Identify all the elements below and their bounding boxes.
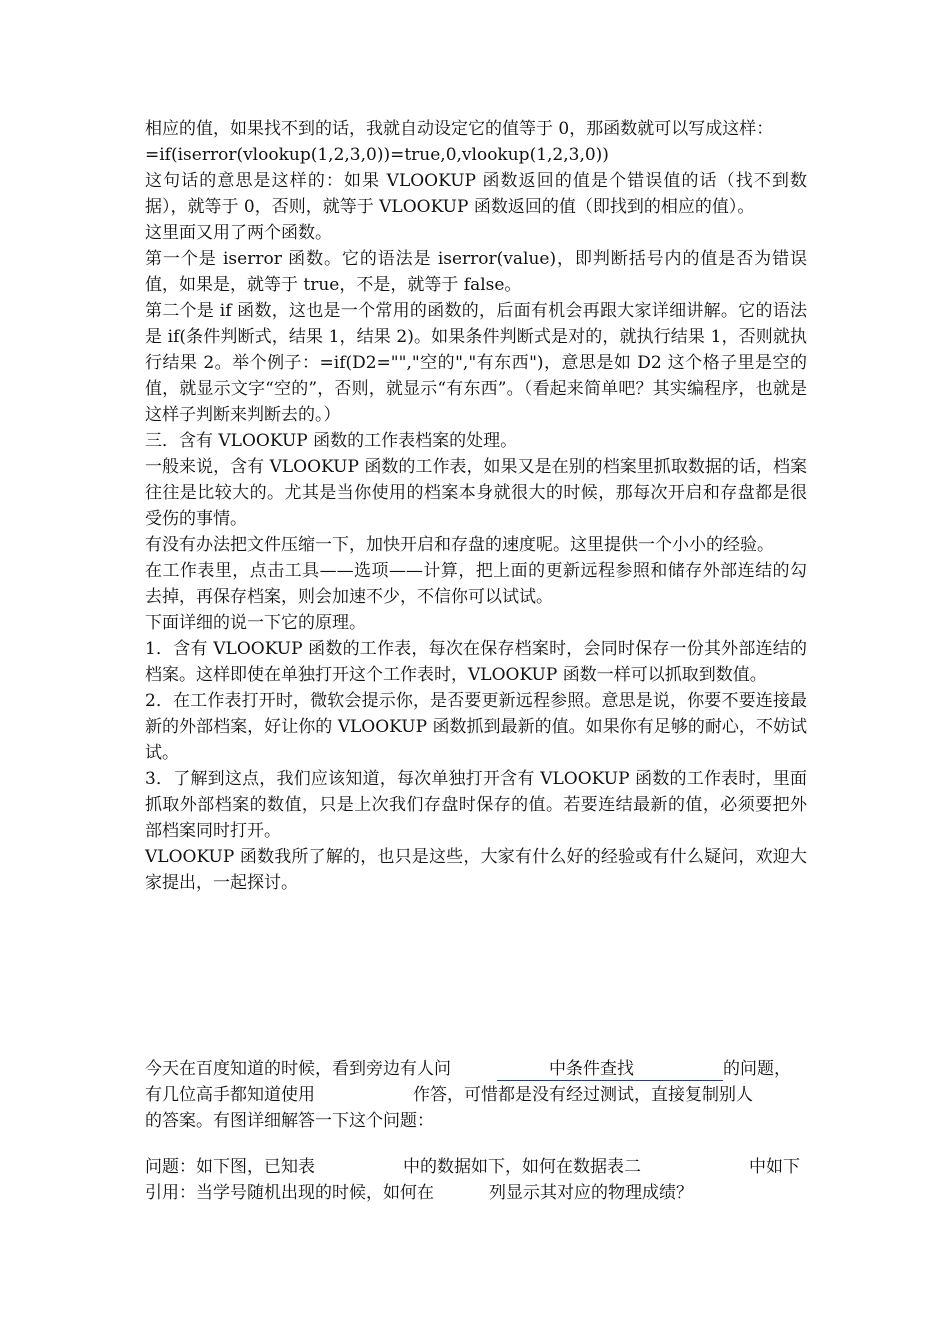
- formula-paragraph: =if(iserror(vlookup(1,2,3,0))=true,0,vlookup(1,2,3,0)): [145, 145, 609, 165]
- paragraph: 下面详细的说一下它的原理。: [145, 613, 366, 633]
- intro-text: 作答，可惜都是没有经过测试，直接复制别人: [413, 1085, 753, 1105]
- paragraph: VLOOKUP 函数我所了解的，也只是这些，大家有什么好的经验或有什么疑问，欢迎大家提出，一起探讨。: [145, 847, 807, 893]
- paragraph: 2．在工作表打开时，微软会提示你，是否要更新远程参照。意思是说，你要不要连接最新的外部档案，好让你的 VLOOKUP 函数抓到最新的值。如果你有足够的耐心，不妨试试。: [145, 691, 807, 763]
- intro-text: 有几位高手都知道使用: [145, 1085, 315, 1105]
- question-section: [145, 1154, 807, 1206]
- intro-line-1: [145, 1056, 807, 1082]
- paragraph: 有没有办法把文件压缩一下，加快开启和存盘的速度呢。这里提供一个小小的经验。: [145, 535, 774, 555]
- question-line-1: [145, 1154, 807, 1180]
- intro-text: 的问题，: [723, 1059, 791, 1079]
- intro-text: 的答案。有图详细解答一下这个问题：: [145, 1111, 434, 1131]
- paragraph: 一般来说，含有 VLOOKUP 函数的工作表，如果又是在别的档案里抓取数据的话，档案往往是比较大的。尤其是当你使用的档案本身就很大的时候，那每次开启和存盘都是很受伤的事情。: [145, 457, 807, 529]
- intro-line-2: [145, 1082, 807, 1108]
- question-text: 列显示其对应的物理成绩？: [489, 1183, 693, 1203]
- article-body: [145, 116, 807, 896]
- question-text: 问题：如下图，已知表: [145, 1157, 315, 1177]
- question-text: 中的数据如下，如何在数据表二: [403, 1157, 641, 1177]
- question-link[interactable]: 中条件查找: [549, 1059, 634, 1079]
- question-text: 中如下: [749, 1157, 800, 1177]
- link-underline: [497, 1080, 723, 1081]
- paragraph: 3．了解到这点，我们应该知道，每次单独打开含有 VLOOKUP 函数的工作表时，里面抓取外部档案的数值，只是上次我们存盘时保存的值。若要连结最新的值，必须要把外部档案同时打开。: [145, 769, 808, 841]
- paragraph: 第二个是 if 函数，这也是一个常用的函数的，后面有机会再跟大家详细讲解。它的语法是 if(条件判断式，结果 1，结果 2)。如果条件判断式是对的，就执行结果 1，否则就执行结果 2。举个例子：=if(D2="","空的","有东西")，意思是如 D2 这个格子里是空的值，就显示文字“空的”，否则，就显示“有东西”。（看起来简单吧？其实编程序，也就是这样子判断来判断去的。）: [145, 301, 807, 425]
- paragraph: 第一个是 iserror 函数。它的语法是 iserror(value)，即判断括号内的值是否为错误值，如果是，就等于 true，不是，就等于 false。: [145, 249, 807, 295]
- question-text: 引用：当学号随机出现的时候，如何在: [145, 1183, 434, 1203]
- paragraph: 这里面又用了两个函数。: [145, 223, 332, 243]
- section-heading: 三．含有 VLOOKUP 函数的工作表档案的处理。: [145, 431, 518, 451]
- paragraph: 这句话的意思是这样的：如果 VLOOKUP 函数返回的值是个错误值的话（找不到数据），就等于 0，否则，就等于 VLOOKUP 函数返回的值（即找到的相应的值）。: [145, 171, 807, 217]
- intro-section: [145, 1056, 807, 1134]
- intro-text: 今天在百度知道的时候，看到旁边有人问: [145, 1059, 451, 1079]
- paragraph: 1．含有 VLOOKUP 函数的工作表，每次在保存档案时，会同时保存一份其外部连结的档案。这样即使在单独打开这个工作表时，VLOOKUP 函数一样可以抓取到数值。: [145, 639, 807, 685]
- intro-line-3: [145, 1108, 807, 1134]
- question-line-2: [145, 1180, 807, 1206]
- paragraph: 相应的值，如果找不到的话，我就自动设定它的值等于 0，那函数就可以写成这样：: [145, 119, 774, 139]
- paragraph: 在工作表里，点击工具——选项——计算，把上面的更新远程参照和储存外部连结的勾去掉，再保存档案，则会加速不少，不信你可以试试。: [145, 561, 807, 607]
